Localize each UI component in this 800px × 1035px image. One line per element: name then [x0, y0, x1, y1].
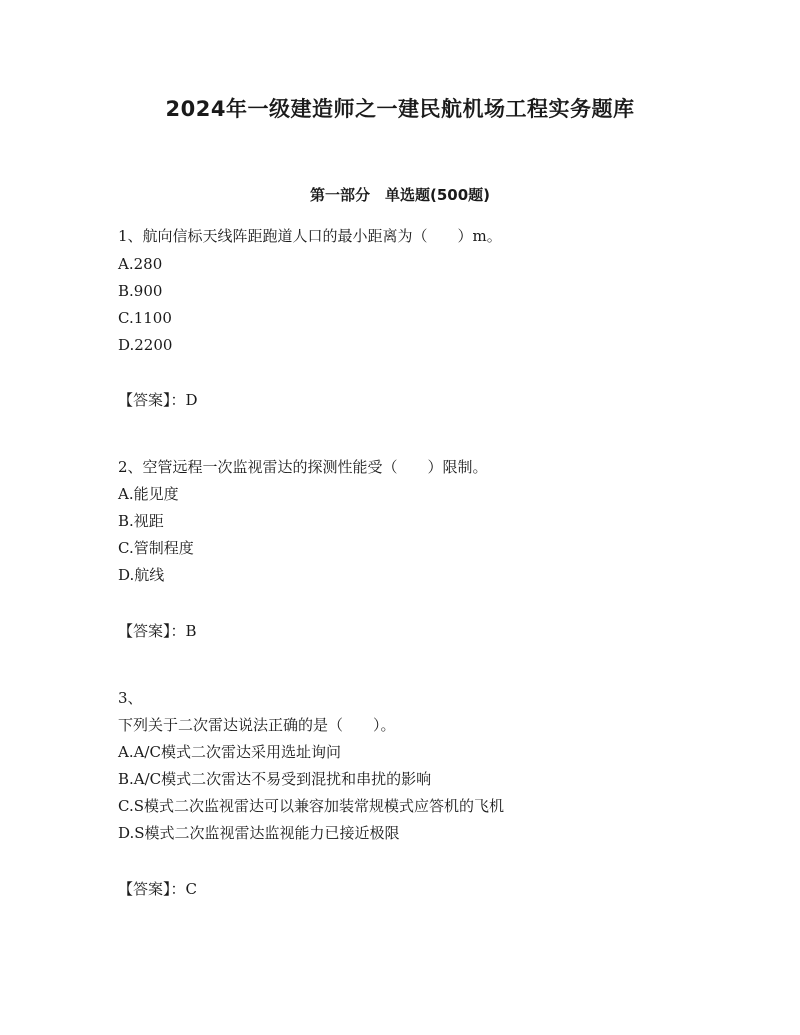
option-a: A.能见度: [118, 485, 179, 503]
question-number: 3、: [118, 689, 143, 707]
option-d: D.航线: [118, 566, 165, 584]
option-a: A.280: [118, 255, 163, 273]
option-b: B.视距: [118, 512, 164, 530]
answer-line: 【答案】：C: [118, 880, 197, 898]
document-title: 2024年一级建造师之一建民航机场工程实务题库: [165, 97, 635, 121]
option-b: B.900: [118, 282, 163, 300]
question-stem: 1、航向信标天线阵距跑道人口的最小距离为（ ）m。: [118, 227, 502, 245]
option-c: C.管制程度: [118, 539, 194, 557]
question-stem: 下列关于二次雷达说法正确的是（ ）。: [118, 716, 396, 734]
section-title: 第一部分 单选题(500题): [309, 186, 491, 204]
option-b: B.A/C模式二次雷达不易受到混扰和串扰的影响: [118, 770, 432, 788]
question-stem: 2、空管远程一次监视雷达的探测性能受（ ）限制。: [118, 458, 488, 476]
option-c: C.S模式二次监视雷达可以兼容加装常规模式应答机的飞机: [118, 797, 504, 815]
answer-line: 【答案】：B: [118, 622, 197, 640]
option-d: D.S模式二次监视雷达监视能力已接近极限: [118, 824, 400, 842]
answer-line: 【答案】：D: [118, 391, 198, 409]
option-c: C.1100: [118, 309, 172, 327]
option-d: D.2200: [118, 336, 173, 354]
option-a: A.A/C模式二次雷达采用选址询问: [118, 743, 341, 761]
